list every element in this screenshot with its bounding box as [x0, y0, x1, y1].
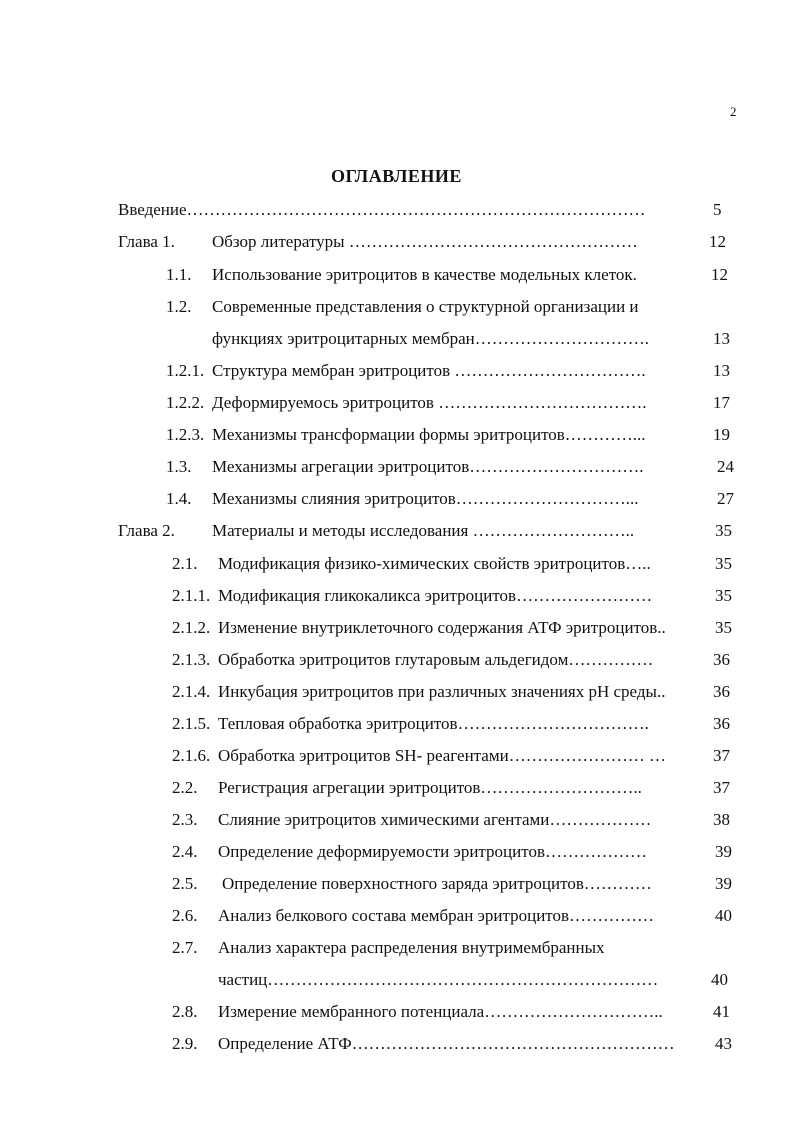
toc-entry-text: Механизмы трансформации формы эритроцитов…………... [212, 425, 646, 444]
toc-entry-number: Глава 2. [118, 521, 175, 540]
toc-entry-page: 12 [711, 265, 728, 284]
toc-entry-text: Введение……………………………………………………………………… [118, 200, 646, 219]
toc-entry-page: 36 [713, 682, 730, 701]
toc-entry-number: Глава 1. [118, 232, 175, 251]
toc-entry-page: 12 [709, 232, 726, 251]
toc-title: ОГЛАВЛЕНИЕ [331, 166, 462, 186]
toc-entry-text: Определение поверхностного заряда эритроцитов………… [222, 874, 652, 893]
toc-entry-text: Механизмы агрегации эритроцитов…………………………. [212, 457, 644, 476]
toc-entry-text: Определение деформируемости эритроцитов……………… [218, 842, 647, 861]
toc-entry-page: 39 [715, 842, 732, 861]
toc-entry-number: 2.7. [172, 938, 198, 957]
toc-entry-text: Деформируемось эритроцитов ………………………………. [212, 393, 647, 412]
toc-entry-page: 13 [713, 361, 730, 380]
toc-entry-number: 2.1.1. [172, 586, 211, 605]
toc-entry-number: 2.3. [172, 810, 198, 829]
toc-entry-text: Анализ белкового состава мембран эритроцитов…………… [218, 906, 655, 925]
toc-entry-text: Изменение внутриклеточного содержания АТФ эритроцитов.. [218, 618, 666, 637]
toc-entry-text: Анализ характера распределения внутримембранных [218, 938, 605, 957]
toc-entry-page: 35 [715, 521, 732, 540]
toc-entry-page: 27 [717, 489, 734, 508]
toc-entry-text: Регистрация агрегации эритроцитов……………………….. [218, 778, 642, 797]
toc-entry-text: Обработка эритроцитов глутаровым альдегидом…………… [218, 650, 654, 669]
toc-entry-text: Слияние эритроцитов химическими агентами……………… [218, 810, 652, 829]
toc-entry-number: 2.1. [172, 554, 198, 573]
toc-entry-page: 40 [715, 906, 732, 925]
toc-entry-page: 37 [713, 746, 730, 765]
toc-entry-text: Инкубация эритроцитов при различных значениях pH среды.. [218, 682, 666, 701]
page-number: 2 [730, 104, 737, 119]
toc-entry-number: 2.1.6. [172, 746, 211, 765]
toc-entry-text: Обработка эритроцитов SH- реагентами…………………… … [218, 746, 666, 765]
toc-entry-page: 43 [715, 1034, 732, 1053]
toc-entry-number: 1.3. [166, 457, 192, 476]
toc-entry-number: 1.4. [166, 489, 192, 508]
toc-entry-page: 17 [713, 393, 730, 412]
toc-entry-text: Использование эритроцитов в качестве модельных клеток. [212, 265, 637, 284]
toc-entry-text: Определение АТФ………………………………………………… [218, 1034, 675, 1053]
toc-entry-number: 2.6. [172, 906, 198, 925]
toc-entry-number: 2.4. [172, 842, 198, 861]
toc-entry-page: 35 [715, 618, 732, 637]
toc-entry-text: Обзор литературы …………………………………………… [212, 232, 638, 251]
toc-entry-page: 35 [715, 586, 732, 605]
toc-entry-page: 36 [713, 650, 730, 669]
toc-entry-number: 2.1.2. [172, 618, 211, 637]
toc-entry-text: Измерение мембранного потенциала………………………….. [218, 1002, 663, 1021]
toc-entry-page: 24 [717, 457, 734, 476]
toc-entry-text: Структура мембран эритроцитов ……………………………. [212, 361, 646, 380]
toc-entry-number: 2.1.4. [172, 682, 211, 701]
toc-entry-number: 1.2.3. [166, 425, 205, 444]
toc-entry-number: 1.2.1. [166, 361, 205, 380]
toc-entry-number: 1.2.2. [166, 393, 205, 412]
toc-entry-page: 37 [713, 778, 730, 797]
toc-entry-page: 35 [715, 554, 732, 573]
toc-entry-text: Модификация гликокаликса эритроцитов…………………… [218, 586, 653, 605]
toc-entry-page: 19 [713, 425, 730, 444]
toc-entry-number: 2.1.5. [172, 714, 211, 733]
toc-entry-number: 2.8. [172, 1002, 198, 1021]
toc-entry-page: 39 [715, 874, 732, 893]
toc-entry-text: функциях эритроцитарных мембран…………………………. [212, 329, 649, 348]
toc-entry-number: 1.1. [166, 265, 192, 284]
toc-entry-number: 1.2. [166, 297, 192, 316]
toc-entry-number: 2.2. [172, 778, 198, 797]
toc-entry-page: 13 [713, 329, 730, 348]
toc-entry-text: Современные представления о структурной организации и [212, 297, 639, 316]
toc-entry-page: 36 [713, 714, 730, 733]
toc-entry-number: 2.9. [172, 1034, 198, 1053]
toc-entry-page: 38 [713, 810, 730, 829]
toc-entry-page: 40 [711, 970, 728, 989]
toc-entry-text: Материалы и методы исследования ……………………….. [212, 521, 635, 540]
toc-entry-text: Механизмы слияния эритроцитов…………………………... [212, 489, 639, 508]
toc-entry-number: 2.5. [172, 874, 198, 893]
toc-entry-text: Тепловая обработка эритроцитов……………………………. [218, 714, 649, 733]
toc-entry-page: 41 [713, 1002, 730, 1021]
toc-entry-page: 5 [713, 200, 722, 219]
toc-entry-number: 2.1.3. [172, 650, 211, 669]
toc-entry-text: Модификация физико-химических свойств эритроцитов….. [218, 554, 651, 573]
toc-entry-text: частиц…………………………………………………………… [218, 970, 659, 989]
